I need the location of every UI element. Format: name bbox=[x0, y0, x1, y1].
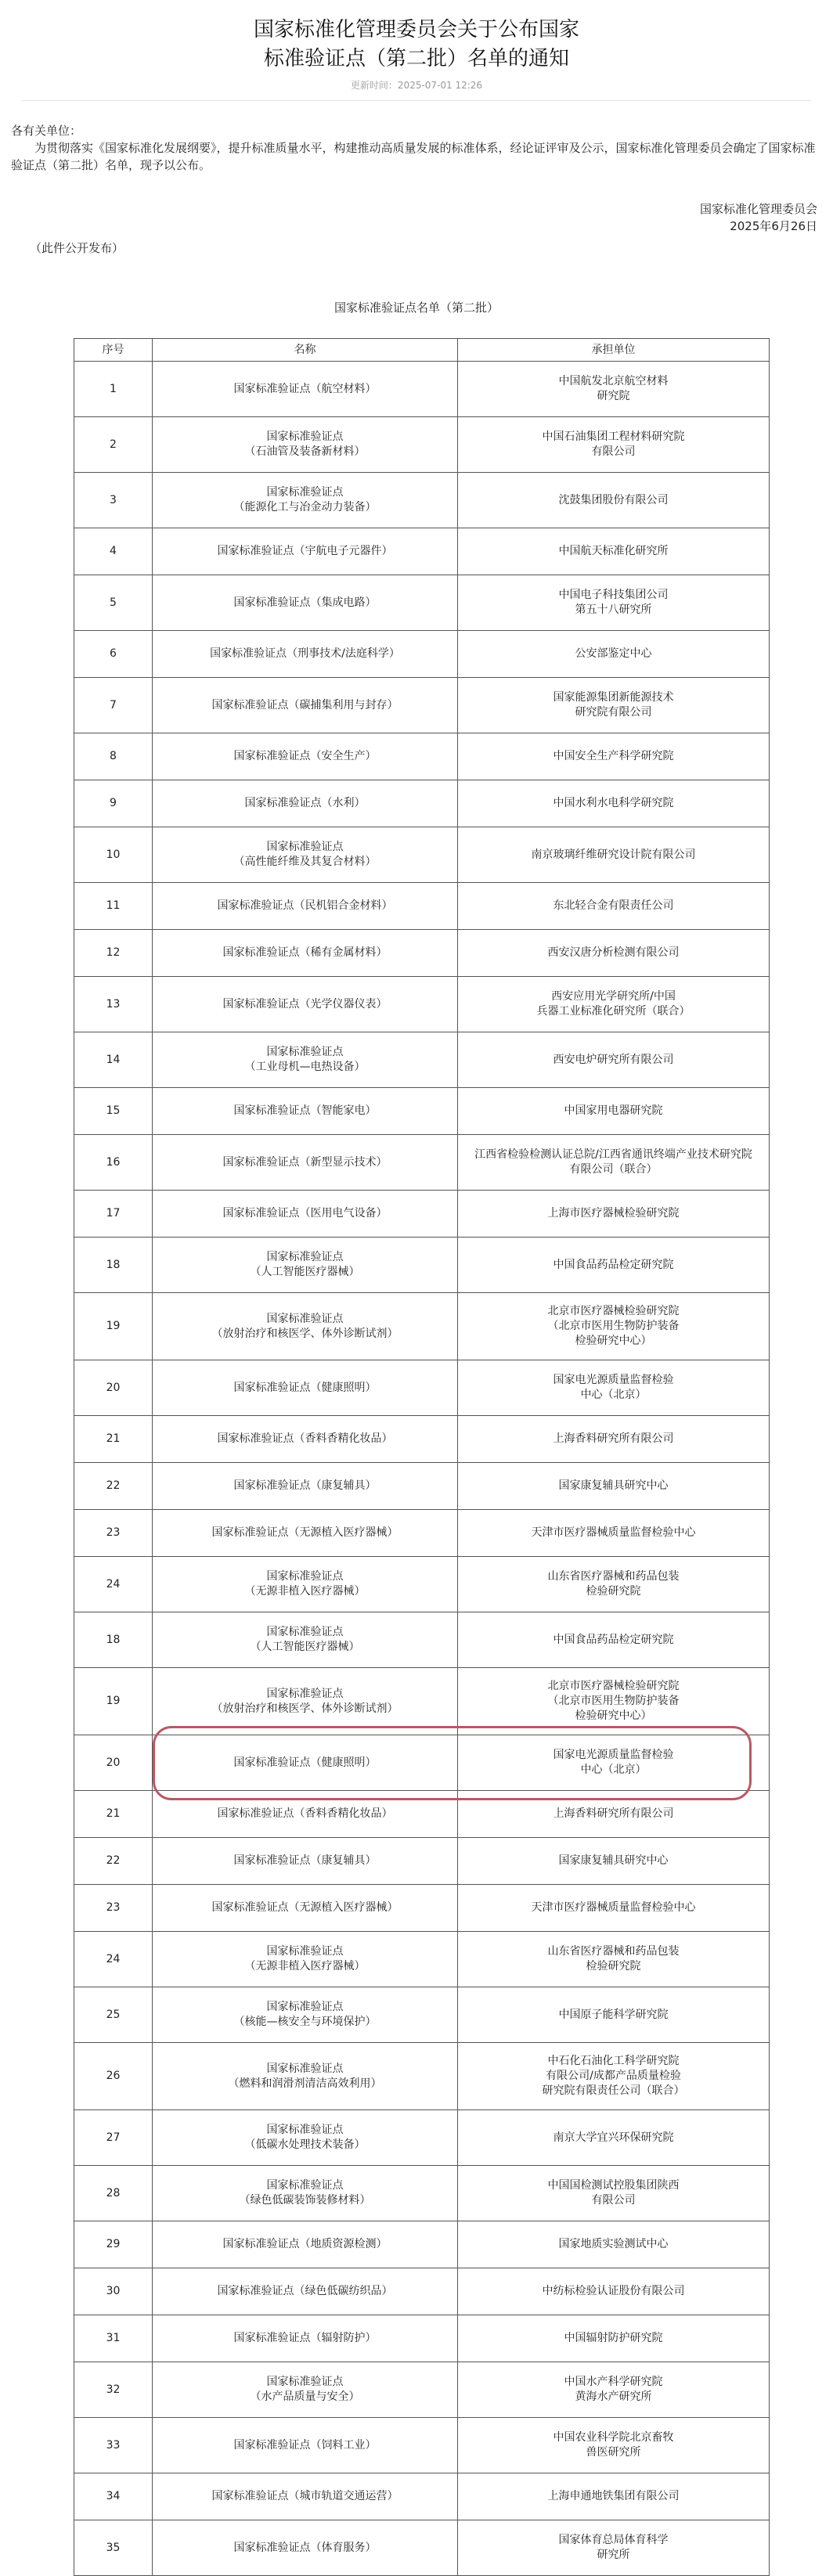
cell-name: 国家标准验证点（无源植入医疗器械） bbox=[153, 1510, 458, 1557]
signature-block bbox=[700, 200, 817, 235]
table-row bbox=[74, 2362, 770, 2418]
title-line-1: 国家标准化管理委员会关于公布国家 bbox=[253, 18, 579, 41]
cell-org: 南京玻璃纤维研究设计院有限公司 bbox=[458, 827, 770, 883]
table-row bbox=[74, 1987, 770, 2043]
header-name: 名称 bbox=[153, 339, 458, 362]
cell-org: 上海市医疗器械检验研究院 bbox=[458, 1191, 770, 1238]
cell-name: 国家标准验证点 （能源化工与冶金动力装备） bbox=[153, 473, 458, 528]
cell-no: 30 bbox=[74, 2268, 153, 2315]
cell-no: 11 bbox=[74, 883, 153, 930]
table-row bbox=[74, 930, 770, 977]
table-row bbox=[74, 977, 770, 1032]
cell-org: 山东省医疗器械和药品包装 检验研究院 bbox=[458, 1557, 770, 1612]
table-row bbox=[74, 1238, 770, 1293]
cell-no: 33 bbox=[74, 2418, 153, 2473]
cell-org: 上海申通地铁集团有限公司 bbox=[458, 2473, 770, 2520]
cell-no: 18 bbox=[74, 1612, 153, 1668]
cell-no: 35 bbox=[74, 2520, 153, 2576]
cell-org: 中国电子科技集团公司 第五十八研究所 bbox=[458, 575, 770, 631]
cell-name: 国家标准验证点（安全生产） bbox=[153, 733, 458, 780]
cell-org: 东北轻合金有限责任公司 bbox=[458, 883, 770, 930]
divider bbox=[22, 100, 811, 101]
table-row bbox=[74, 1191, 770, 1238]
cell-no: 5 bbox=[74, 575, 153, 631]
table-body bbox=[74, 362, 770, 2576]
table-header-row bbox=[74, 339, 770, 362]
table-row bbox=[74, 2418, 770, 2473]
cell-name: 国家标准验证点 （放射治疗和核医学、体外诊断试剂） bbox=[153, 1293, 458, 1360]
cell-no: 17 bbox=[74, 1191, 153, 1238]
update-time: 更新时间：2025-07-01 12:26 bbox=[350, 80, 483, 91]
cell-name: 国家标准验证点（宇航电子元器件） bbox=[153, 528, 458, 575]
issue-date: 2025年6月26日 bbox=[730, 219, 817, 233]
cell-name: 国家标准验证点（碳捕集利用与封存） bbox=[153, 678, 458, 733]
cell-name: 国家标准验证点（刑事技术/法庭科学） bbox=[153, 631, 458, 678]
cell-name: 国家标准验证点 （无源非植入医疗器械） bbox=[153, 1932, 458, 1987]
cell-org: 中国航发北京航空材料 研究院 bbox=[458, 362, 770, 417]
cell-org: 南京大学宜兴环保研究院 bbox=[458, 2110, 770, 2166]
cell-no: 10 bbox=[74, 827, 153, 883]
table-row bbox=[74, 883, 770, 930]
cell-name: 国家标准验证点（智能家电） bbox=[153, 1088, 458, 1135]
cell-org: 上海香料研究所有限公司 bbox=[458, 1416, 770, 1463]
table-row bbox=[74, 631, 770, 678]
cell-name: 国家标准验证点（饲料工业） bbox=[153, 2418, 458, 2473]
cell-no: 19 bbox=[74, 1293, 153, 1360]
cell-no: 20 bbox=[74, 1360, 153, 1416]
cell-no: 27 bbox=[74, 2110, 153, 2166]
cell-name: 国家标准验证点（新型显示技术） bbox=[153, 1135, 458, 1191]
cell-no: 23 bbox=[74, 1885, 153, 1932]
cell-no: 18 bbox=[74, 1238, 153, 1293]
table-row bbox=[74, 2166, 770, 2221]
header-no: 序号 bbox=[74, 339, 153, 362]
table-row bbox=[74, 1932, 770, 1987]
salutation: 各有关单位： bbox=[11, 124, 82, 138]
table-row bbox=[74, 1463, 770, 1510]
cell-name: 国家标准验证点 （燃料和润滑剂清洁高效利用） bbox=[153, 2043, 458, 2110]
cell-no: 29 bbox=[74, 2221, 153, 2268]
cell-no: 22 bbox=[74, 1838, 153, 1885]
cell-org: 上海香料研究所有限公司 bbox=[458, 1791, 770, 1838]
table-row bbox=[74, 678, 770, 733]
table-row bbox=[74, 780, 770, 827]
cell-org: 北京市医疗器械检验研究院 （北京市医用生物防护装备 检验研究中心） bbox=[458, 1668, 770, 1735]
cell-name: 国家标准验证点（健康照明） bbox=[153, 1360, 458, 1416]
cell-no: 7 bbox=[74, 678, 153, 733]
table-row bbox=[74, 575, 770, 631]
table-row bbox=[74, 1416, 770, 1463]
signatory: 国家标准化管理委员会 bbox=[699, 202, 817, 216]
cell-name: 国家标准验证点（医用电气设备） bbox=[153, 1191, 458, 1238]
cell-no: 12 bbox=[74, 930, 153, 977]
cell-org: 江西省检验检测认证总院/江西省通讯终端产业技术研究院 有限公司（联合） bbox=[458, 1135, 770, 1191]
cell-no: 19 bbox=[74, 1668, 153, 1735]
cell-name: 国家标准验证点（城市轨道交通运营） bbox=[153, 2473, 458, 2520]
table-row bbox=[74, 1293, 770, 1360]
cell-name: 国家标准验证点 （低碳水处理技术装备） bbox=[153, 2110, 458, 2166]
table-row bbox=[74, 1791, 770, 1838]
cell-org: 天津市医疗器械质量监督检验中心 bbox=[458, 1510, 770, 1557]
table-row bbox=[74, 2221, 770, 2268]
table-row bbox=[74, 2043, 770, 2110]
table-row bbox=[74, 1735, 770, 1791]
cell-no: 24 bbox=[74, 1557, 153, 1612]
cell-name: 国家标准验证点 （人工智能医疗器械） bbox=[153, 1612, 458, 1668]
cell-org: 山东省医疗器械和药品包装 检验研究院 bbox=[458, 1932, 770, 1987]
publication-note: （此件公开发布） bbox=[30, 241, 124, 255]
cell-org: 天津市医疗器械质量监督检验中心 bbox=[458, 1885, 770, 1932]
cell-name: 国家标准验证点 （放射治疗和核医学、体外诊断试剂） bbox=[153, 1668, 458, 1735]
cell-no: 21 bbox=[74, 1416, 153, 1463]
cell-no: 8 bbox=[74, 733, 153, 780]
table-row bbox=[74, 1032, 770, 1088]
cell-no: 23 bbox=[74, 1510, 153, 1557]
table-row bbox=[74, 733, 770, 780]
title-line-2: 标准验证点（第二批）名单的通知 bbox=[263, 47, 569, 70]
cell-no: 14 bbox=[74, 1032, 153, 1088]
table-row bbox=[74, 2473, 770, 2520]
cell-no: 25 bbox=[74, 1987, 153, 2043]
table-row bbox=[74, 1612, 770, 1668]
cell-name: 国家标准验证点 （核能—核安全与环境保护） bbox=[153, 1987, 458, 2043]
notice-body: 为贯彻落实《国家标准化发展纲要》，提升标准质量水平，构建推动高质量发展的标准体系，经论证评审及公示，国家标准化管理委员会确定了国家标准验证点（第二批）名单，现予以公布。 bbox=[11, 141, 816, 172]
table-row bbox=[74, 2110, 770, 2166]
cell-org: 中国农业科学院北京畜牧 兽医研究所 bbox=[458, 2418, 770, 2473]
cell-name: 国家标准验证点（辐射防护） bbox=[153, 2315, 458, 2362]
cell-no: 6 bbox=[74, 631, 153, 678]
cell-no: 21 bbox=[74, 1791, 153, 1838]
cell-name: 国家标准验证点（香料香精化妆品） bbox=[153, 1416, 458, 1463]
cell-org: 中国安全生产科学研究院 bbox=[458, 733, 770, 780]
cell-org: 公安部鉴定中心 bbox=[458, 631, 770, 678]
cell-org: 国家康复辅具研究中心 bbox=[458, 1838, 770, 1885]
table-row bbox=[74, 1885, 770, 1932]
cell-name: 国家标准验证点（集成电路） bbox=[153, 575, 458, 631]
cell-no: 22 bbox=[74, 1463, 153, 1510]
cell-org: 中国国检测试控股集团陕西 有限公司 bbox=[458, 2166, 770, 2221]
table-row bbox=[74, 1557, 770, 1612]
cell-name: 国家标准验证点（航空材料） bbox=[153, 362, 458, 417]
cell-org: 西安应用光学研究所/中国 兵器工业标准化研究所（联合） bbox=[458, 977, 770, 1032]
cell-org: 中国食品药品检定研究院 bbox=[458, 1238, 770, 1293]
cell-name: 国家标准验证点 （工业母机—电热设备） bbox=[153, 1032, 458, 1088]
cell-no: 20 bbox=[74, 1735, 153, 1791]
cell-name: 国家标准验证点（绿色低碳纺织品） bbox=[153, 2268, 458, 2315]
cell-name: 国家标准验证点（民机铝合金材料） bbox=[153, 883, 458, 930]
cell-no: 1 bbox=[74, 362, 153, 417]
cell-no: 28 bbox=[74, 2166, 153, 2221]
cell-name: 国家标准验证点（体育服务） bbox=[153, 2520, 458, 2576]
cell-no: 31 bbox=[74, 2315, 153, 2362]
table-row bbox=[74, 362, 770, 417]
table-row bbox=[74, 1510, 770, 1557]
table-row bbox=[74, 2268, 770, 2315]
cell-name: 国家标准验证点（香料香精化妆品） bbox=[153, 1791, 458, 1838]
cell-org: 中国水产科学研究院 黄海水产研究所 bbox=[458, 2362, 770, 2418]
cell-org: 中国原子能科学研究院 bbox=[458, 1987, 770, 2043]
cell-org: 国家电光源质量监督检验 中心（北京） bbox=[458, 1735, 770, 1791]
cell-no: 9 bbox=[74, 780, 153, 827]
cell-name: 国家标准验证点（地质资源检测） bbox=[153, 2221, 458, 2268]
cell-no: 32 bbox=[74, 2362, 153, 2418]
table-row bbox=[74, 1668, 770, 1735]
table-row bbox=[74, 2520, 770, 2576]
table-row bbox=[74, 2315, 770, 2362]
cell-org: 中纺标检验认证股份有限公司 bbox=[458, 2268, 770, 2315]
cell-no: 4 bbox=[74, 528, 153, 575]
cell-name: 国家标准验证点 （高性能纤维及其复合材料） bbox=[153, 827, 458, 883]
cell-no: 26 bbox=[74, 2043, 153, 2110]
cell-org: 中国辐射防护研究院 bbox=[458, 2315, 770, 2362]
cell-org: 国家康复辅具研究中心 bbox=[458, 1463, 770, 1510]
cell-no: 3 bbox=[74, 473, 153, 528]
cell-org: 西安电炉研究所有限公司 bbox=[458, 1032, 770, 1088]
cell-name: 国家标准验证点（无源植入医疗器械） bbox=[153, 1885, 458, 1932]
cell-no: 2 bbox=[74, 417, 153, 473]
cell-org: 沈鼓集团股份有限公司 bbox=[458, 473, 770, 528]
table-row bbox=[74, 1838, 770, 1885]
cell-org: 国家体育总局体育科学 研究所 bbox=[458, 2520, 770, 2576]
cell-name: 国家标准验证点（稀有金属材料） bbox=[153, 930, 458, 977]
cell-org: 中国家用电器研究院 bbox=[458, 1088, 770, 1135]
cell-org: 中国石油集团工程材料研究院 有限公司 bbox=[458, 417, 770, 473]
cell-org: 中国食品药品检定研究院 bbox=[458, 1612, 770, 1668]
cell-name: 国家标准验证点 （绿色低碳装饰装修材料） bbox=[153, 2166, 458, 2221]
table-row bbox=[74, 417, 770, 473]
table-caption: 国家标准验证点名单（第二批） bbox=[334, 301, 499, 315]
cell-org: 中国航天标准化研究所 bbox=[458, 528, 770, 575]
cell-name: 国家标准验证点 （石油管及装备新材料） bbox=[153, 417, 458, 473]
cell-name: 国家标准验证点（康复辅具） bbox=[153, 1838, 458, 1885]
table-row bbox=[74, 1088, 770, 1135]
table-row bbox=[74, 473, 770, 528]
cell-org: 国家地质实验测试中心 bbox=[458, 2221, 770, 2268]
table-row bbox=[74, 1360, 770, 1416]
cell-name: 国家标准验证点（康复辅具） bbox=[153, 1463, 458, 1510]
cell-no: 15 bbox=[74, 1088, 153, 1135]
cell-no: 16 bbox=[74, 1135, 153, 1191]
cell-no: 34 bbox=[74, 2473, 153, 2520]
cell-name: 国家标准验证点 （无源非植入医疗器械） bbox=[153, 1557, 458, 1612]
table-row bbox=[74, 827, 770, 883]
cell-name: 国家标准验证点（光学仪器仪表） bbox=[153, 977, 458, 1032]
cell-org: 北京市医疗器械检验研究院 （北京市医用生物防护装备 检验研究中心） bbox=[458, 1293, 770, 1360]
cell-org: 中石化石油化工科学研究院 有限公司/成都产品质量检验 研究院有限责任公司（联合） bbox=[458, 2043, 770, 2110]
cell-name: 国家标准验证点（水利） bbox=[153, 780, 458, 827]
cell-org: 国家电光源质量监督检验 中心（北京） bbox=[458, 1360, 770, 1416]
cell-org: 西安汉唐分析检测有限公司 bbox=[458, 930, 770, 977]
cell-org: 国家能源集团新能源技术 研究院有限公司 bbox=[458, 678, 770, 733]
cell-name: 国家标准验证点（健康照明） bbox=[153, 1735, 458, 1791]
cell-name: 国家标准验证点 （人工智能医疗器械） bbox=[153, 1238, 458, 1293]
header-org: 承担单位 bbox=[458, 339, 770, 362]
cell-no: 13 bbox=[74, 977, 153, 1032]
verification-points-table bbox=[74, 338, 770, 2576]
table-row bbox=[74, 528, 770, 575]
cell-name: 国家标准验证点 （水产品质量与安全） bbox=[153, 2362, 458, 2418]
cell-org: 中国水利水电科学研究院 bbox=[458, 780, 770, 827]
cell-no: 24 bbox=[74, 1932, 153, 1987]
table-row bbox=[74, 1135, 770, 1191]
page-title bbox=[0, 16, 833, 74]
